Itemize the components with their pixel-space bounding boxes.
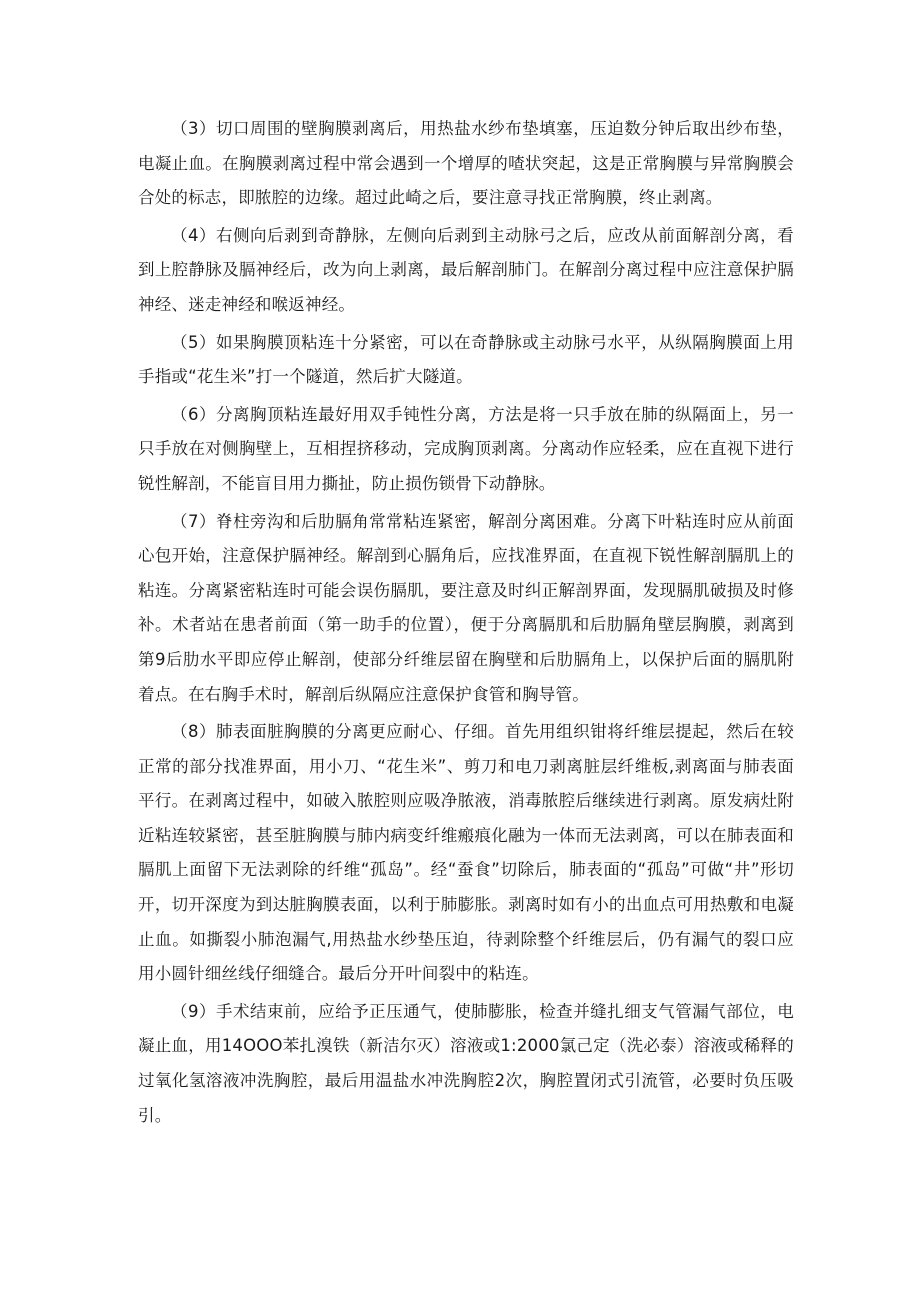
paragraph-step-7: （7）脊柱旁沟和后肋膈角常常粘连紧密，解剖分离困难。分离下叶粘连时应从前面心包开始，注意保护膈神经。解剖到心膈角后，应找准界面，在直视下锐性解剖膈肌上的粘连。分离紧密粘连时可能会误伤膈肌，要注意及时纠正解剖界面，发现膈肌破损及时修补。术者站在患者前面（第一助手的位置），便于分离膈肌和后肋膈角壁层胸膜，剥离到第9后肋水平即应停止解剖，使部分纤维层留在胸壁和后肋膈角上，以保护后面的膈肌附着点。在右胸手术时，解剖后纵隔应注意保护食管和胸导管。 — [138, 511, 794, 704]
paragraph-step-5: （5）如果胸膜顶粘连十分紧密，可以在奇静脉或主动脉弓水平，从纵隔胸膜面上用手指或“花生米”打一个隧道，然后扩大隧道。 — [138, 332, 794, 387]
paragraph-step-3: （3）切口周围的壁胸膜剥离后，用热盐水纱布垫填塞，压迫数分钟后取出纱布垫，电凝止血。在胸膜剥离过程中常会遇到一个增厚的喳状突起，这是正常胸膜与异常胸膜会合处的标志，即脓腔的边缘。超过此崎之后，要注意寻找正常胸膜，终止剥离。 — [138, 119, 794, 208]
paragraph-step-8: （8）肺表面脏胸膜的分离更应耐心、仔细。首先用组织钳将纤维层提起，然后在较正常的部分找准界面，用小刀、“花生米”、剪刀和电刀剥离脏层纤维板,剥离面与肺表面平行。在剥离过程中，如破入脓腔则应吸净脓液，消毒脓腔后继续进行剥离。原发病灶附近粘连较紧密，甚至脏胸膜与肺内病变纤维瘢痕化融为一体而无法剥离，可以在肺表面和膈肌上面留下无法剥除的纤维“孤岛”。经“蚕食”切除后，肺表面的“孤岛”可做“井”形切开，切开深度为到达脏胸膜表面，以利于肺膨胀。剥离时如有小的出血点可用热敷和电凝止血。如撕裂小肺泡漏气,用热盐水纱垫压迫，待剥除整个纤维层后，仍有漏气的裂口应用小圆针细丝线仔细缝合。最后分开叶间裂中的粘连。 — [138, 722, 794, 984]
paragraph-step-9: （9）手术结束前，应给予正压通气，使肺膨胀，检查并缝扎细支气管漏气部位，电凝止血，用14OOO苯扎溴铁（新洁尔灭）溶液或1:2000氯己定（洗必泰）溶液或稀释的过氧化氢溶液冲洗胸腔，最后用温盐水冲洗胸腔2次，胸腔置闭式引流管，必要时负压吸引。 — [138, 1001, 794, 1125]
paragraph-step-6: （6）分离胸顶粘连最好用双手钝性分离，方法是将一只手放在肺的纵隔面上，另一只手放在对侧胸壁上，互相捏挤移动，完成胸顶剥离。分离动作应轻柔，应在直视下进行锐性解剖，不能盲目用力撕扯，防止损伤锁骨下动静脉。 — [138, 404, 794, 493]
paragraph-step-4: （4）右侧向后剥到奇静脉，左侧向后剥到主动脉弓之后，应改从前面解剖分离，看到上腔静脉及膈神经后，改为向上剥离，最后解剖肺门。在解剖分离过程中应注意保护膈神经、迷走神经和喉返神经。 — [138, 225, 794, 314]
document-body — [138, 112, 794, 1133]
